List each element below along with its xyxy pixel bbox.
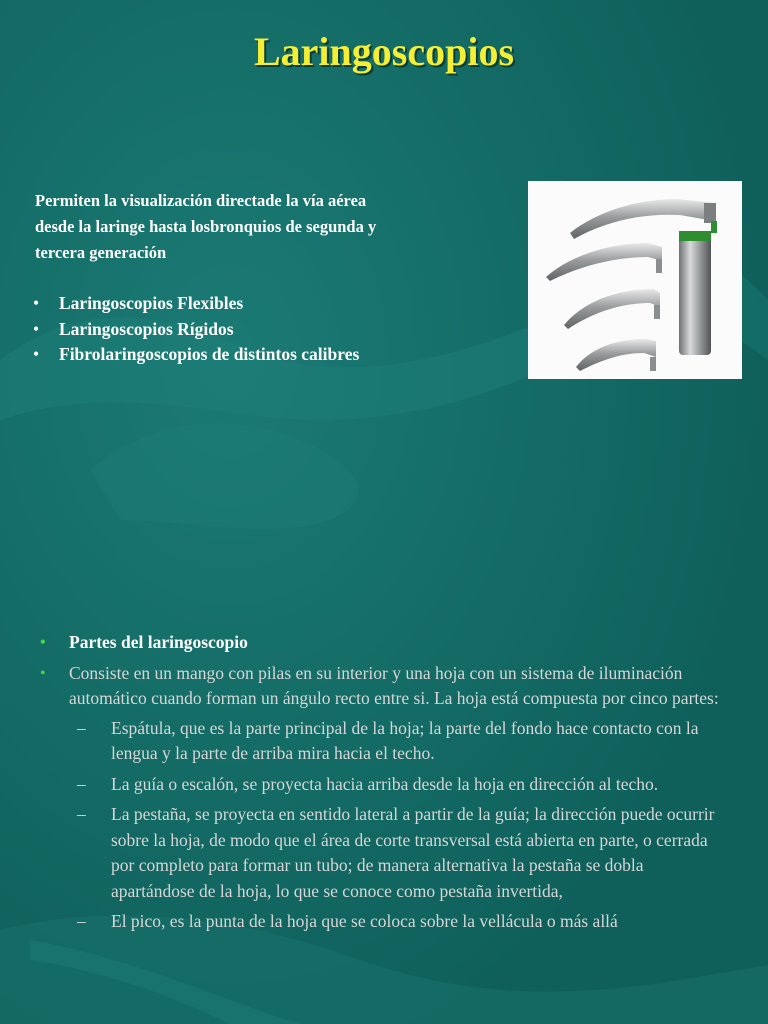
list-item [77,716,720,767]
parts-sublist [69,716,720,935]
dash-icon: – [77,804,86,824]
parts-heading [40,630,720,656]
bullet-icon: • [33,318,40,339]
dash-icon: – [77,911,86,931]
list-item-label: Laringoscopios Flexibles [59,293,244,313]
list-item [33,317,359,343]
dash-icon: – [77,773,86,794]
parts-heading-label: Partes del laringoscopio [69,632,248,652]
bullet-icon: • [40,664,46,682]
list-item [33,342,359,368]
intro-line: desde la laringe hasta losbronquios de segunda y [35,217,377,236]
list-item [77,802,720,904]
bullet-icon: • [33,344,40,364]
intro-text [35,188,495,266]
intro-line: tercera generación [35,243,167,262]
list-item [77,772,720,798]
list-item-label: Fibrolaringoscopios de distintos calibres [59,344,360,364]
bullet-icon: • [40,634,46,651]
list-item [33,291,359,317]
dash-icon: – [77,717,86,738]
list-item-text: Espátula, que es la parte principal de la hoja; la parte del fondo hace contacto con la lengua y la parte de arriba mira hacia el techo. [111,717,699,763]
intro-line: Permiten la visualización directade la vía aérea [35,191,367,210]
laryngoscope-photo [528,181,742,379]
type-list [33,291,359,368]
list-item [77,909,720,935]
parts-description [40,661,720,935]
slide-partes [0,600,768,1024]
bullet-icon: • [33,293,40,313]
list-item-text: La pestaña, se proyecta en sentido lateral a partir de la guía; la dirección puede ocurrir sobre la hoja, de modo que el área de corte transversal está abierta en parte, o cerrada por completo para formar un tubo; de manera alternativa la pestaña se dobla apartándose de la hoja, lo que se conoce como pestaña invertida, [111,804,715,901]
parts-description-text: Consiste en un mango con pilas en su interior y una hoja con un sistema de iluminación automático cuando forman un ángulo recto entre si. La hoja está compuesta por cinco partes: [69,662,719,708]
laryngoscope-blades-icon [528,181,742,379]
list-item-label: Laringoscopios Rígidos [59,318,234,339]
list-item-text: La guía o escalón, se proyecta hacia arriba desde la hoja en dirección al techo. [111,773,659,794]
parts-list [40,630,720,940]
list-item-text: El pico, es la punta de la hoja que se coloca sobre la vellácula o más allá [111,911,618,931]
slide-title: Laringoscopios [253,29,515,74]
